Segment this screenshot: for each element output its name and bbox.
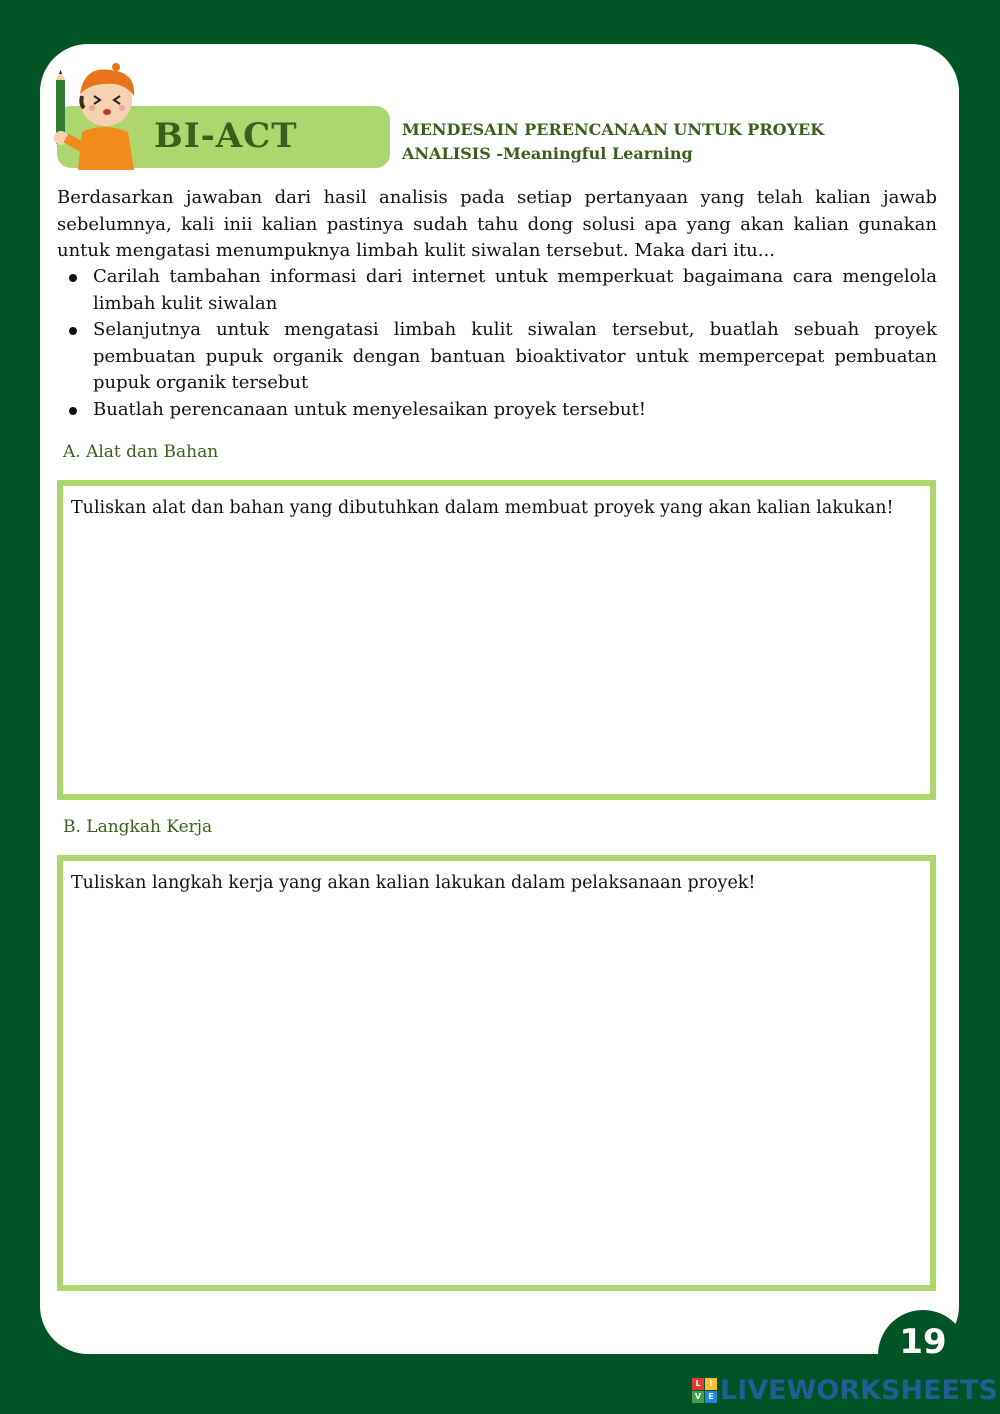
- mascot-illustration: [44, 52, 154, 170]
- list-item-text: Carilah tambahan informasi dari internet untuk memperkuat bagaimana cara mengelola limbah kulit siwalan: [93, 266, 937, 314]
- logo-cell: L: [692, 1378, 704, 1390]
- bullet-icon: [69, 274, 77, 282]
- intro-paragraph: Berdasarkan jawaban dari hasil analisis pada setiap pertanyaan yang telah kalian jawab sebelumnya, kali inii kalian pastinya sudah tahu dong solusi apa yang akan kalian gunakan untuk mengatasi menumpuknya limbah kulit siwalan tersebut. Maka dari itu...: [57, 187, 937, 261]
- subtitle-line-2: ANALISIS -Meaningful Learning: [402, 144, 693, 163]
- answer-box-alat-bahan[interactable]: [57, 480, 936, 800]
- section-b-label: B. Langkah Kerja: [63, 817, 213, 837]
- subtitle-line-1: MENDESAIN PERENCANAAN UNTUK PROYEK: [402, 120, 825, 139]
- liveworksheets-watermark: [692, 1376, 998, 1404]
- badge-title: BI-ACT: [154, 116, 298, 156]
- list-item-text: Selanjutnya untuk mengatasi limbah kulit siwalan tersebut, buatlah sebuah proyek pembuatan pupuk organik dengan bantuan bioaktivator untuk mempercepat pembuatan pupuk organik tersebut: [93, 319, 937, 393]
- logo-cell: I: [705, 1378, 717, 1390]
- worksheet-subtitle: [402, 118, 824, 166]
- answer-box-prompt: Tuliskan alat dan bahan yang dibutuhkan dalam membuat proyek yang akan kalian lakukan!: [71, 498, 894, 518]
- instruction-list: [57, 264, 937, 423]
- bullet-icon: [69, 407, 77, 415]
- list-item: [57, 317, 937, 397]
- liveworksheets-text: LIVEWORKSHEETS: [720, 1374, 998, 1406]
- logo-cell: V: [692, 1391, 704, 1403]
- section-a-label: A. Alat dan Bahan: [63, 442, 219, 462]
- logo-cell: E: [705, 1391, 717, 1403]
- answer-box-langkah-kerja[interactable]: [57, 855, 936, 1291]
- page-number: 19: [899, 1322, 947, 1362]
- answer-box-prompt: Tuliskan langkah kerja yang akan kalian lakukan dalam pelaksanaan proyek!: [71, 873, 756, 893]
- list-item-text: Buatlah perencanaan untuk menyelesaikan proyek tersebut!: [93, 398, 647, 420]
- list-item: [57, 397, 937, 424]
- bullet-icon: [69, 327, 77, 335]
- liveworksheets-logo-icon: [692, 1378, 717, 1403]
- list-item: [57, 264, 937, 317]
